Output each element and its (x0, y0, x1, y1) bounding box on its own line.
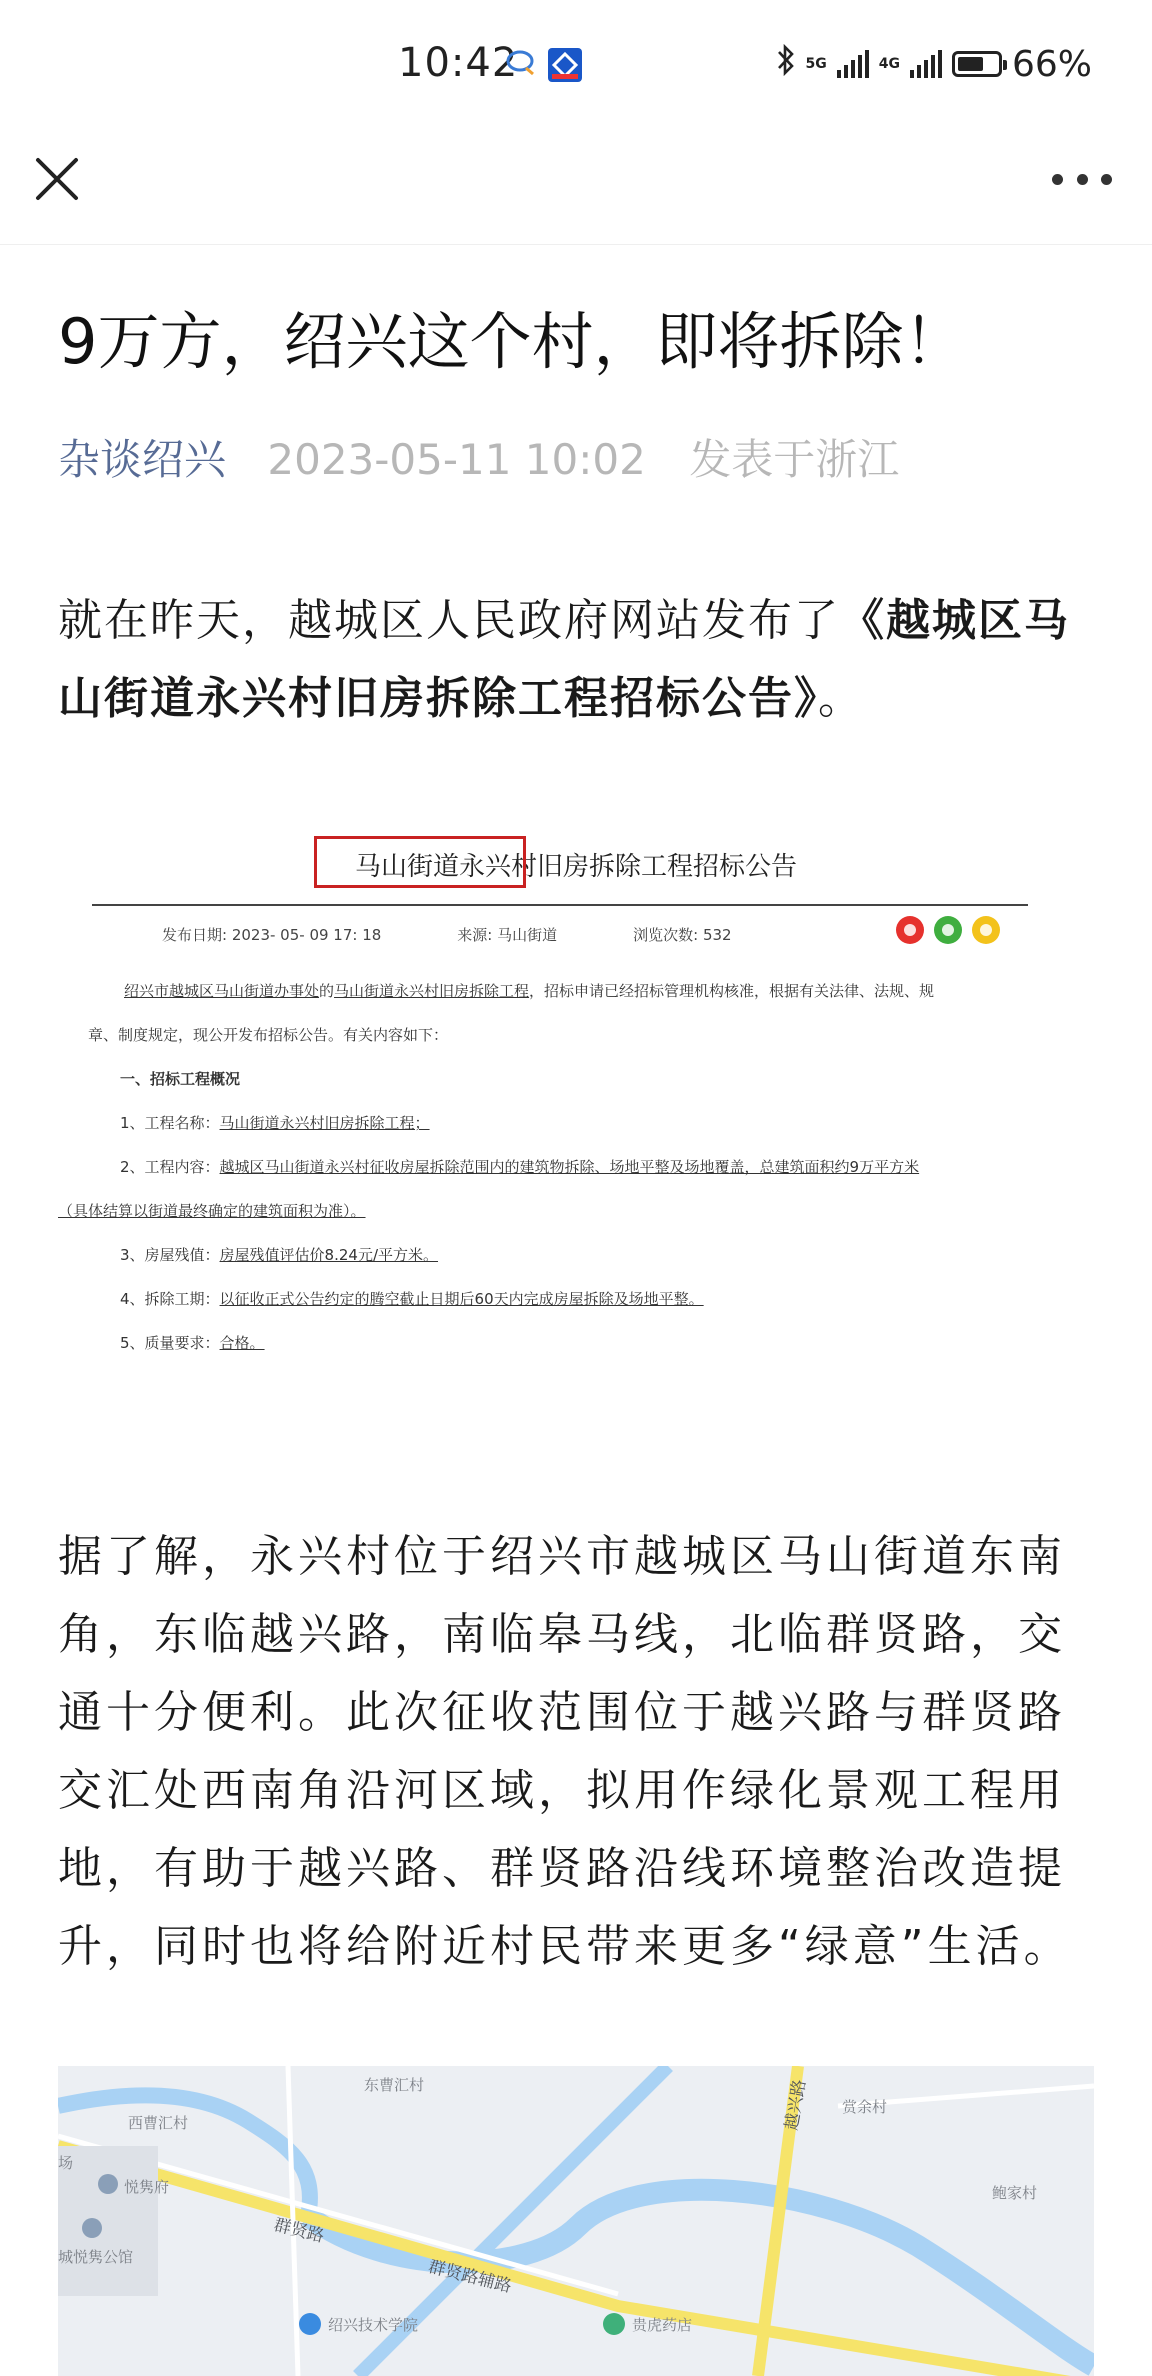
notice-intro-line-1 (124, 980, 934, 1001)
map-image[interactable] (58, 2066, 1094, 2376)
status-time: 10:42 (398, 40, 519, 86)
notice-item-1 (120, 1112, 430, 1133)
item-3-label: 3、房屋残值： (120, 1246, 220, 1264)
map-label-baojia: 鲍家村 (992, 2184, 1038, 2202)
notice-item-4 (120, 1288, 704, 1309)
signal-5g-label: 5G (805, 56, 827, 72)
article-meta (58, 430, 899, 490)
item-4-label: 4、拆除工期： (120, 1290, 220, 1308)
para1-end: 。 (818, 673, 864, 724)
article-title: 9万方，绍兴这个村，即将拆除！ (58, 305, 966, 378)
favorite-star-icon (972, 916, 1000, 944)
status-right-cluster (776, 44, 1092, 84)
publish-location: 发表于浙江 (689, 435, 900, 484)
top-nav-bar (0, 132, 1152, 245)
map-road-qunxian: 群贤路 (271, 2215, 327, 2247)
notice-meta-line (162, 924, 808, 945)
article-paragraph-1 (58, 582, 1094, 738)
close-button[interactable] (28, 150, 86, 208)
notice-item-2-cont (58, 1200, 366, 1221)
notice-item-5 (120, 1332, 265, 1353)
notice-title-highlight-box (314, 836, 526, 888)
notice-divider (92, 904, 1028, 906)
more-dot-icon (1052, 174, 1063, 185)
notice-item-2 (120, 1156, 919, 1177)
map-label-xicaohui: 西曹汇村 (128, 2114, 189, 2132)
map-label-yueshu-gongguan: 城悦隽公馆 (58, 2248, 134, 2266)
notice-item-3 (120, 1244, 438, 1265)
app-notification-icon (548, 48, 582, 82)
more-dot-icon (1101, 174, 1112, 185)
signal-4g-label: 4G (878, 56, 900, 72)
battery-percent: 66% (1011, 43, 1092, 85)
poi-marker (603, 2313, 625, 2335)
notice-publish-date: 发布日期: 2023- 05- 09 17: 18 (162, 926, 382, 944)
item-2-cont: （具体结算以街道最终确定的建筑面积为准）。 (58, 1202, 366, 1220)
item-5-label: 5、质量要求： (120, 1334, 220, 1352)
more-options-button[interactable] (1052, 162, 1112, 196)
item-1-value: 马山街道永兴村旧房拆除工程； (219, 1114, 430, 1132)
notice-source: 来源: 马山街道 (457, 926, 558, 944)
item-5-value: 合格。 (219, 1334, 265, 1352)
map-graphic (58, 2066, 1094, 2376)
item-1-label: 1、工程名称： (120, 1114, 220, 1132)
map-label-chang: 场 (58, 2154, 74, 2172)
poi-marker (82, 2218, 102, 2238)
weibo-share-icon (896, 916, 924, 944)
publish-time: 2023-05-11 10:02 (267, 435, 646, 484)
article-paragraph-2: 据了解，永兴村位于绍兴市越城区马山街道东南角，东临越兴路，南临皋马线，北临群贤路，交通十分便利。此次征收范围位于越兴路与群贤路交汇处西南角沿河区域，拟用作绿化景观工程用地，有助于越兴路、群贤路沿线环境整治改造提升，同时也将给附近村民带来更多“绿意”生活。 (58, 1531, 1072, 1972)
status-bar (0, 0, 1152, 132)
map-label-yushuifu: 悦隽府 (124, 2178, 170, 2196)
more-dot-icon (1077, 174, 1088, 185)
close-icon (28, 150, 86, 208)
item-4-value: 以征收正式公告约定的腾空截止日期后60天内完成房屋拆除及场地平整。 (219, 1290, 704, 1308)
notice-intro-line-2: 章、制度规定，现公开发布招标公告。有关内容如下： (88, 1026, 449, 1044)
item-3-value: 房屋残值评估价8.24元/平方米。 (219, 1246, 439, 1264)
poi-marker (98, 2174, 118, 2194)
notice-org: 绍兴市越城区马山街道办事处 (124, 982, 320, 1000)
river (308, 2190, 1094, 2366)
notice-de: 的 (319, 982, 335, 1000)
signal-bars-1-icon (837, 50, 869, 78)
wechat-share-icon (934, 916, 962, 944)
item-2-value: 越城区马山街道永兴村征收房屋拆除范围内的建筑物拆除、场地平整及场地覆盖，总建筑面积约9万平方米 (219, 1158, 920, 1176)
poi-marker (299, 2313, 321, 2335)
battery-icon (952, 51, 1002, 77)
notice-title: 马山街道永兴村旧房拆除工程招标公告 (354, 852, 797, 882)
message-notification-icon (506, 50, 536, 74)
map-label-dongcaohui: 东曹汇村 (364, 2076, 425, 2094)
notice-views: 浏览次数: 532 (633, 926, 732, 944)
map-label-shangyu: 赏余村 (842, 2098, 888, 2116)
notice-screenshot-image[interactable] (58, 820, 1094, 1360)
map-road-yuexing: 越兴路 (781, 2078, 811, 2132)
signal-bars-2-icon (910, 50, 942, 78)
battery-fill (958, 57, 983, 71)
notice-section-heading: 一、招标工程概况 (120, 1070, 241, 1088)
map-label-college: 绍兴技术学院 (328, 2316, 419, 2334)
author-link[interactable]: 杂谈绍兴 (58, 435, 227, 484)
bluetooth-icon (776, 43, 796, 86)
para1-text: 就在昨天，越城区人民政府网站发布了 (58, 595, 840, 646)
para1-bold-title: 《越城区马山街道永兴村旧房拆除工程招标公告》 (58, 595, 1070, 724)
map-road-qunxian-aux: 群贤路辅路 (426, 2256, 514, 2297)
notice-intro-rest: ，招标申请已经招标管理机构核准，根据有关法律、法规、规 (529, 982, 935, 1000)
notice-project: 马山街道永兴村旧房拆除工程 (334, 982, 530, 1000)
item-2-label: 2、工程内容： (120, 1158, 220, 1176)
map-label-pharmacy: 贵虎药店 (632, 2316, 693, 2334)
